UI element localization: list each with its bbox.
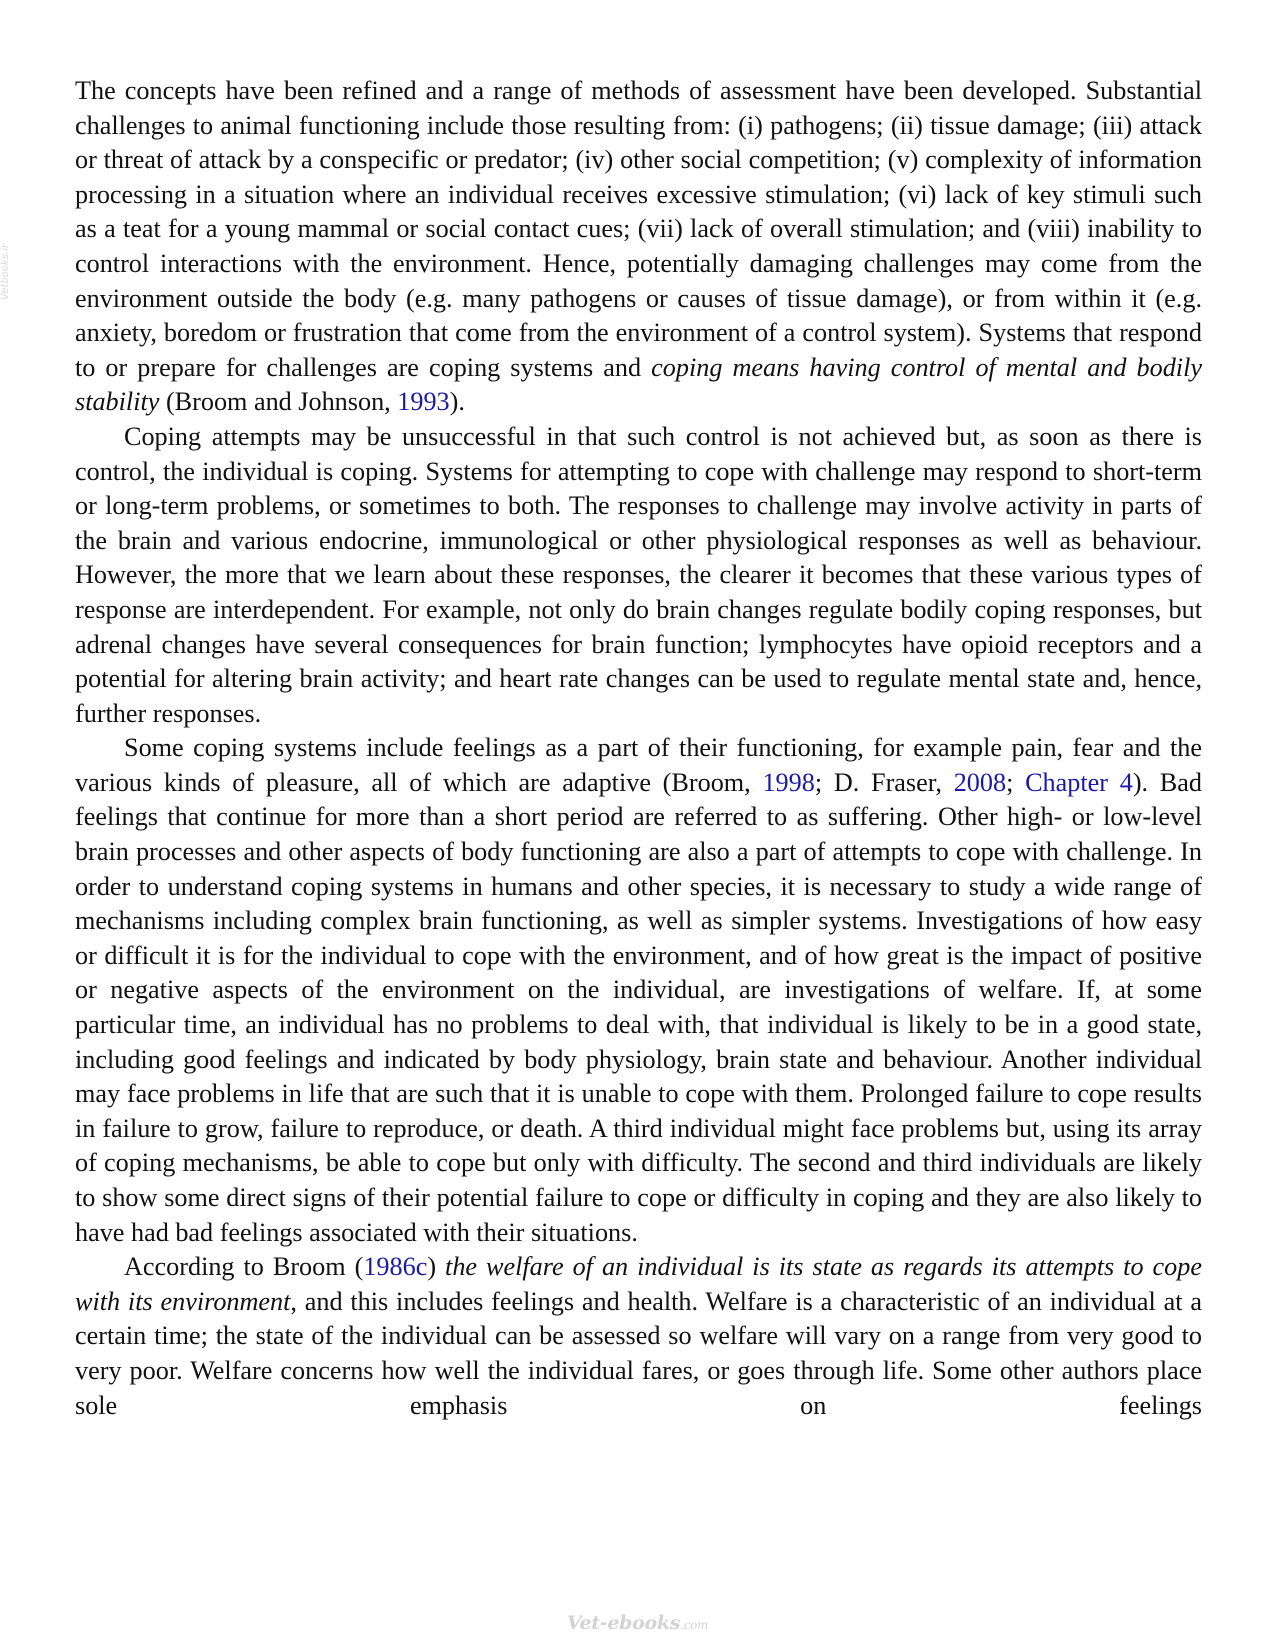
citation-link-1986c[interactable]: 1986c: [363, 1252, 428, 1282]
paragraph-1-text-b: (Broom and Johnson,: [159, 387, 398, 417]
footer-watermark-suffix: .com: [680, 1618, 709, 1632]
paragraph-1-text-a: The concepts have been refined and a range of methods of assessment have been developed. Substantial challenges to animal functioning include those resulting from: (i) pathogens; (ii) tissue damage; (iii) attack or threat of attack by a conspecific or predator; (iv) other social competition; (v) complexity of information processing in a situation where an individual receives excessive stimulation; (vi) lack of key stimuli such as a teat for a young mammal or social contact cues; (vii) lack of overall stimulation; and (viii) inability to control interactions with the environment. Hence, potentially damaging challenges may come from the environment outside the body (e.g. many pathogens or causes of tissue damage), or from within it (e.g. anxiety, boredom or frustration that come from the environment of a control system). Systems that respond to or prepare for challenges are coping systems and: [75, 76, 1202, 382]
citation-link-2008[interactable]: 2008: [953, 767, 1007, 797]
citation-link-1993[interactable]: 1993: [397, 387, 450, 417]
citation-link-1998[interactable]: 1998: [762, 767, 815, 797]
paragraph-1: [75, 74, 1202, 420]
side-watermark: Vetbooks.ir: [0, 244, 11, 300]
paragraph-3-text-b: ; D. Fraser,: [814, 767, 954, 797]
paragraph-4-text-b: ): [427, 1252, 446, 1282]
paragraph-1-text-c: ).: [449, 387, 465, 417]
paragraph-2: Coping attempts may be unsuccessful in that such control is not achieved but, as soon as there is control, the individual is coping. Systems for attempting to cope with challenge may respond to short-term or long-term problems, or sometimes to both. The responses to challenge may involve activity in parts of the brain and various endocrine, immunological or other physiological responses as well as behaviour. However, the more that we learn about these responses, the clearer it becomes that these various types of response are interdependent. For example, not only do brain changes regulate bodily coping responses, but adrenal changes have several consequences for brain function; lymphocytes have opioid receptors and a potential for altering brain activity; and heart rate changes can be used to regulate mental state and, hence, further responses.: [75, 421, 1202, 728]
paragraph-4-text-a: According to Broom (: [124, 1252, 364, 1282]
paragraph-4-text-c: , and this includes feelings and health. Welfare is a characteristic of an individual at a certain time; the state of the individual can be assessed so welfare will vary on a range from very good to very poor. Welfare concerns how well the individual fares, or goes through life. Some other authors place sole emphasis on feelings: [75, 1286, 1202, 1420]
footer-watermark-logo: [0, 1612, 1275, 1634]
paragraph-3-text-c: ;: [1006, 767, 1026, 797]
paragraph-3-text-a: Some coping systems include feelings as a part of their functioning, for example pain, fear and the various kinds of pleasure, all of which are adaptive (Broom,: [75, 733, 1202, 797]
chapter-4-link[interactable]: Chapter 4: [1025, 767, 1133, 797]
paragraph-1-emphasis: coping means having control of mental and bodily stability: [75, 352, 1202, 417]
paragraph-3: [75, 731, 1202, 1250]
paragraph-3-text-d: ). Bad feelings that continue for more than a short period are referred to as suffering. Other high- or low-level brain processes and other aspects of body functioning are also a part of attempts to cope with challenge. In order to understand coping systems in humans and other species, it is necessary to study a wide range of mechanisms including complex brain functioning, as well as simpler systems. Investigations of how easy or difficult it is for the individual to cope with the environment, and of how great is the impact of positive or negative aspects of the environment on the individual, are investigations of welfare. If, at some particular time, an individual has no problems to deal with, that individual is likely to be in a good state, including good feelings and indicated by body physiology, brain state and behaviour. Another individual may face problems in life that are such that it is unable to cope with them. Prolonged failure to cope results in failure to grow, failure to reproduce, or death. A third individual might face problems but, using its array of coping mechanisms, be able to cope but only with difficulty. The second and third individuals are likely to show some direct signs of their potential failure to cope or difficulty in coping and they are also likely to have had bad feelings associated with their situations.: [75, 767, 1202, 1247]
paragraph-4: [75, 1250, 1202, 1423]
paragraph-4-emphasis: the welfare of an individual is its state as regards its attempts to cope with its environment: [75, 1252, 1202, 1316]
footer-watermark-text: Vet-ebooks: [566, 1612, 681, 1634]
body-text: [75, 74, 1202, 1423]
